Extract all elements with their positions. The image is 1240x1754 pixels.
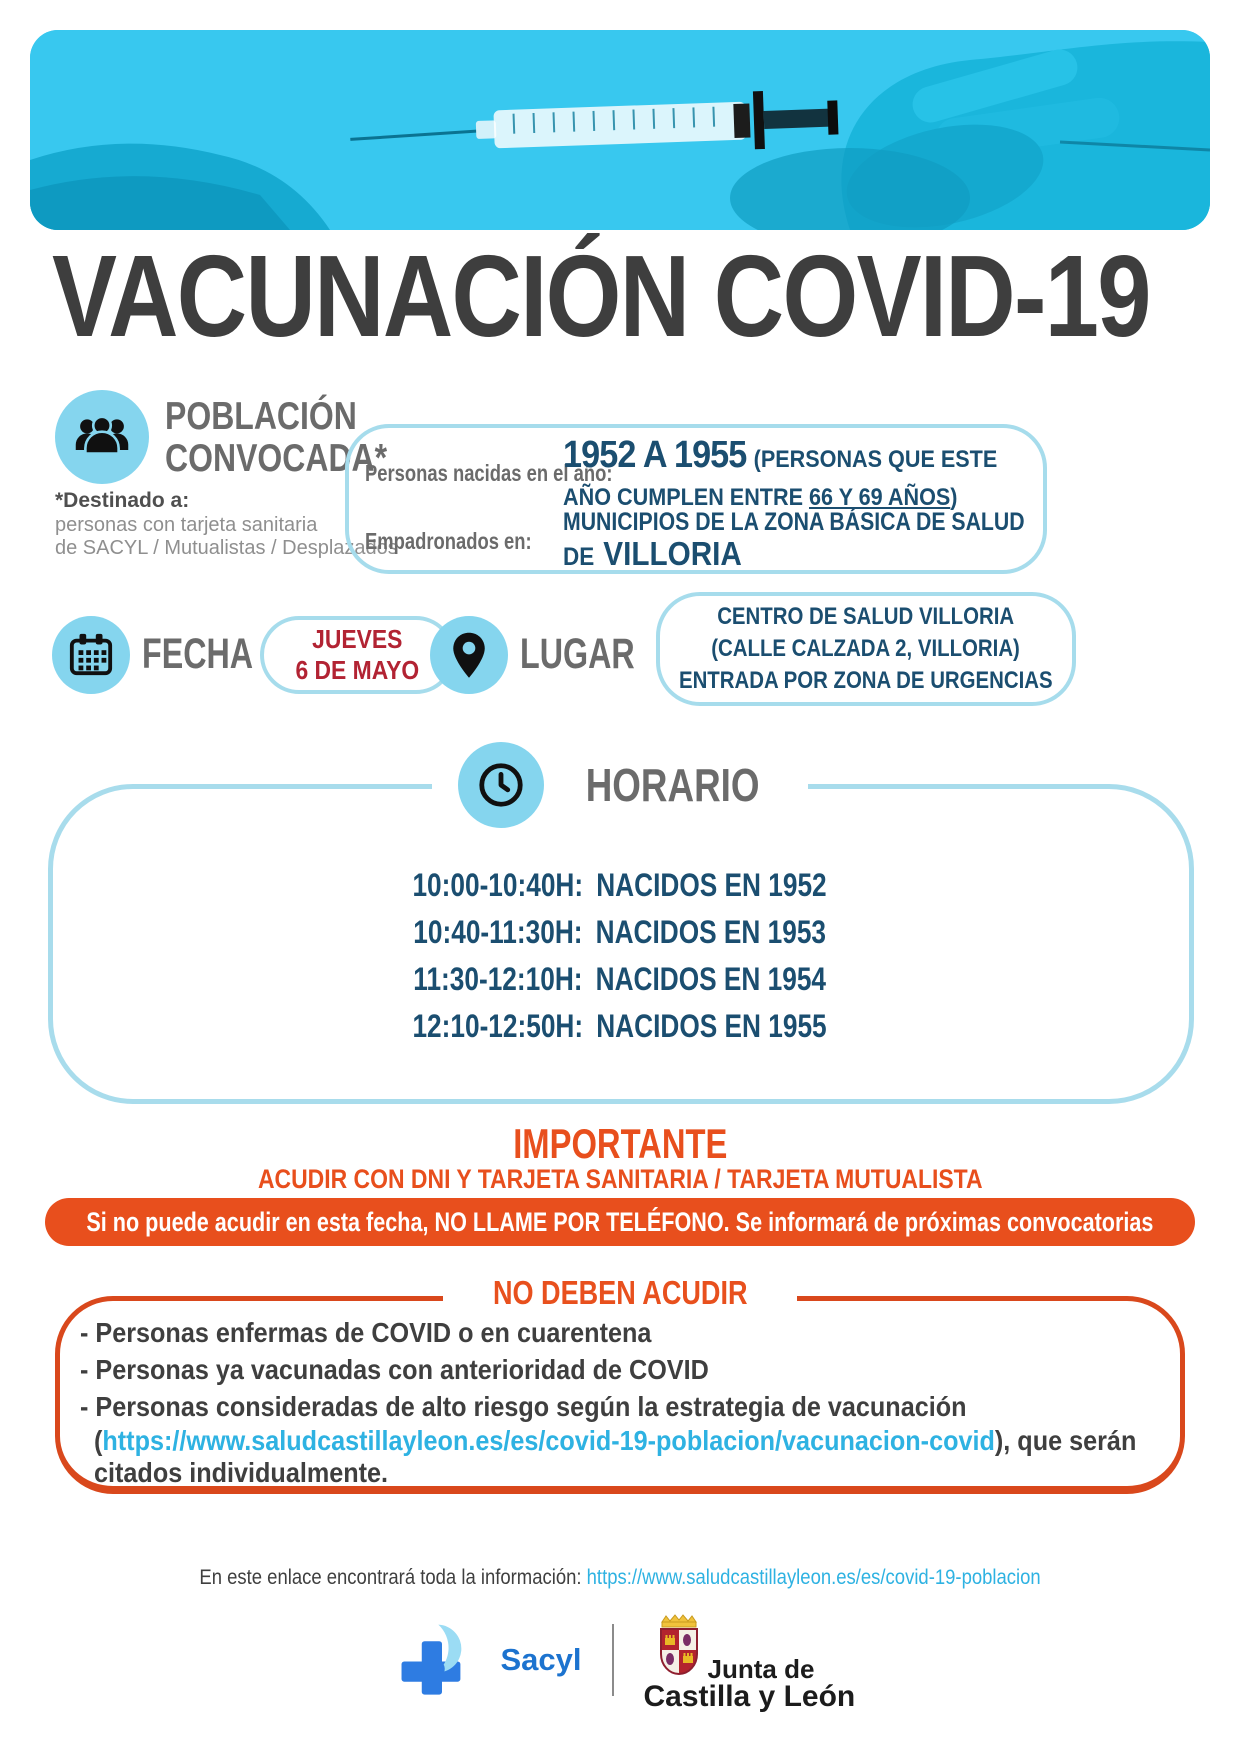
info-link[interactable]: https://www.saludcastillayleon.es/es/covid-19-poblacion xyxy=(586,1566,1041,1589)
registered-line1: MUNICIPIOS DE LA ZONA BÁSICA DE SALUD xyxy=(563,508,1025,536)
footer-info-label: En este enlace encontrará toda la información: xyxy=(199,1566,587,1589)
calendar-icon xyxy=(68,632,114,678)
vacunacion-covid-link[interactable]: https://www.saludcastillayleon.es/es/covid-19-poblacion/vacunacion-covid xyxy=(102,1425,995,1456)
born-note-close: ) xyxy=(950,484,958,511)
lugar-line1: CENTRO DE SALUD VILLORIA xyxy=(717,603,1015,630)
clock-icon xyxy=(476,760,526,810)
poblacion-heading-line2: CONVOCADA* xyxy=(165,437,388,480)
page-title: VACUNACIÓN COVID-19 xyxy=(52,231,1150,361)
fecha-icon-circle xyxy=(52,616,130,694)
date-pill xyxy=(260,616,455,694)
born-note-part2: AÑO CUMPLEN ENTRE xyxy=(563,484,810,511)
poblacion-heading-line1: POBLACIÓN xyxy=(165,395,357,438)
born-years: 1952 A 1955 xyxy=(563,434,747,476)
importante-heading: IMPORTANTE xyxy=(512,1120,728,1167)
born-note-underlined: 66 Y 69 AÑOS xyxy=(809,484,951,511)
no-deben-acudir-heading: NO DEBEN ACUDIR xyxy=(0,1272,1240,1314)
destinado-line1: personas con tarjeta sanitaria xyxy=(55,514,318,536)
destinado-line2: de SACYL / Mutualistas / Desplazados xyxy=(55,537,398,559)
footer-info xyxy=(0,1566,1240,1590)
clock-icon-circle xyxy=(458,742,544,828)
slot-time: 10:00-10:40H: xyxy=(412,867,584,903)
date-value: 6 DE MAYO xyxy=(295,655,420,685)
sacyl-wordmark: Sacyl xyxy=(500,1641,582,1677)
slot-group: NACIDOS EN 1954 xyxy=(595,961,827,997)
registered-line2-prefix: DE xyxy=(563,543,595,571)
people-icon xyxy=(74,415,130,459)
importante-subheading: ACUDIR CON DNI Y TARJETA SANITARIA / TARJETA MUTUALISTA xyxy=(257,1164,983,1194)
nda-item-2: - Personas ya vacunadas con anterioridad de COVID xyxy=(80,1354,709,1385)
destinado-title: *Destinado a: xyxy=(55,489,190,512)
registered-value xyxy=(563,508,1106,579)
no-deben-acudir-list xyxy=(80,1314,1240,1489)
slot-group: NACIDOS EN 1955 xyxy=(596,1008,828,1044)
lugar-box xyxy=(656,592,1076,706)
date-day: JUEVES xyxy=(312,624,403,654)
lugar-heading: LUGAR xyxy=(520,630,635,678)
fecha-heading: FECHA xyxy=(142,630,254,678)
nda-item-3-after: ), que serán xyxy=(994,1425,1137,1456)
syringe-illustration xyxy=(30,30,1210,230)
schedule-list xyxy=(0,862,1240,1050)
nda-item-3-paren: ( xyxy=(94,1425,103,1456)
schedule-slot xyxy=(0,1003,1240,1050)
registered-place: VILLORIA xyxy=(603,535,742,572)
junta-wordmark-line2: Castilla y León xyxy=(643,1680,856,1713)
schedule-slot xyxy=(0,862,1240,909)
convocatoria-info-box xyxy=(345,424,1047,574)
horario-header xyxy=(0,742,1240,828)
lugar-line3: ENTRADA POR ZONA DE URGENCIAS xyxy=(679,667,1053,694)
junta-wordmark-line1: Junta de xyxy=(707,1654,815,1684)
footer-logos xyxy=(0,1612,1240,1713)
sacyl-cross-icon xyxy=(396,1621,488,1698)
lugar-line2: (CALLE CALZADA 2, VILLORIA) xyxy=(711,635,1021,662)
schedule-slot xyxy=(0,909,1240,956)
lugar-icon-circle xyxy=(430,616,508,694)
slot-group: NACIDOS EN 1953 xyxy=(595,914,827,950)
junta-escudo-icon xyxy=(656,1612,702,1684)
nda-item-3: - Personas consideradas de alto riesgo según la estrategia de vacunación xyxy=(80,1391,967,1422)
slot-group: NACIDOS EN 1952 xyxy=(596,867,828,903)
hero-photo xyxy=(30,30,1210,230)
born-note-part1: (PERSONAS QUE ESTE xyxy=(753,446,998,473)
schedule-slot xyxy=(0,956,1240,1003)
born-label: Personas nacidas en el año: xyxy=(365,460,613,486)
sacyl-logo xyxy=(396,1621,581,1698)
slot-time: 10:40-11:30H: xyxy=(413,914,583,950)
horario-heading: HORARIO xyxy=(586,759,760,811)
born-value xyxy=(563,434,1046,515)
importante-banner: Si no puede acudir en esta fecha, NO LLAME POR TELÉFONO. Se informará de próximas convocatorias xyxy=(45,1198,1195,1246)
slot-time: 12:10-12:50H: xyxy=(412,1008,584,1044)
logo-divider xyxy=(612,1624,614,1696)
slot-time: 11:30-12:10H: xyxy=(413,961,583,997)
location-pin-icon xyxy=(451,631,487,680)
nda-item-3-end: citados individualmente. xyxy=(94,1457,389,1488)
registered-label: Empadronados en: xyxy=(365,528,532,554)
poblacion-icon-circle xyxy=(55,390,149,484)
nda-item-1: - Personas enfermas de COVID o en cuarentena xyxy=(80,1317,652,1348)
junta-logo xyxy=(643,1612,856,1713)
